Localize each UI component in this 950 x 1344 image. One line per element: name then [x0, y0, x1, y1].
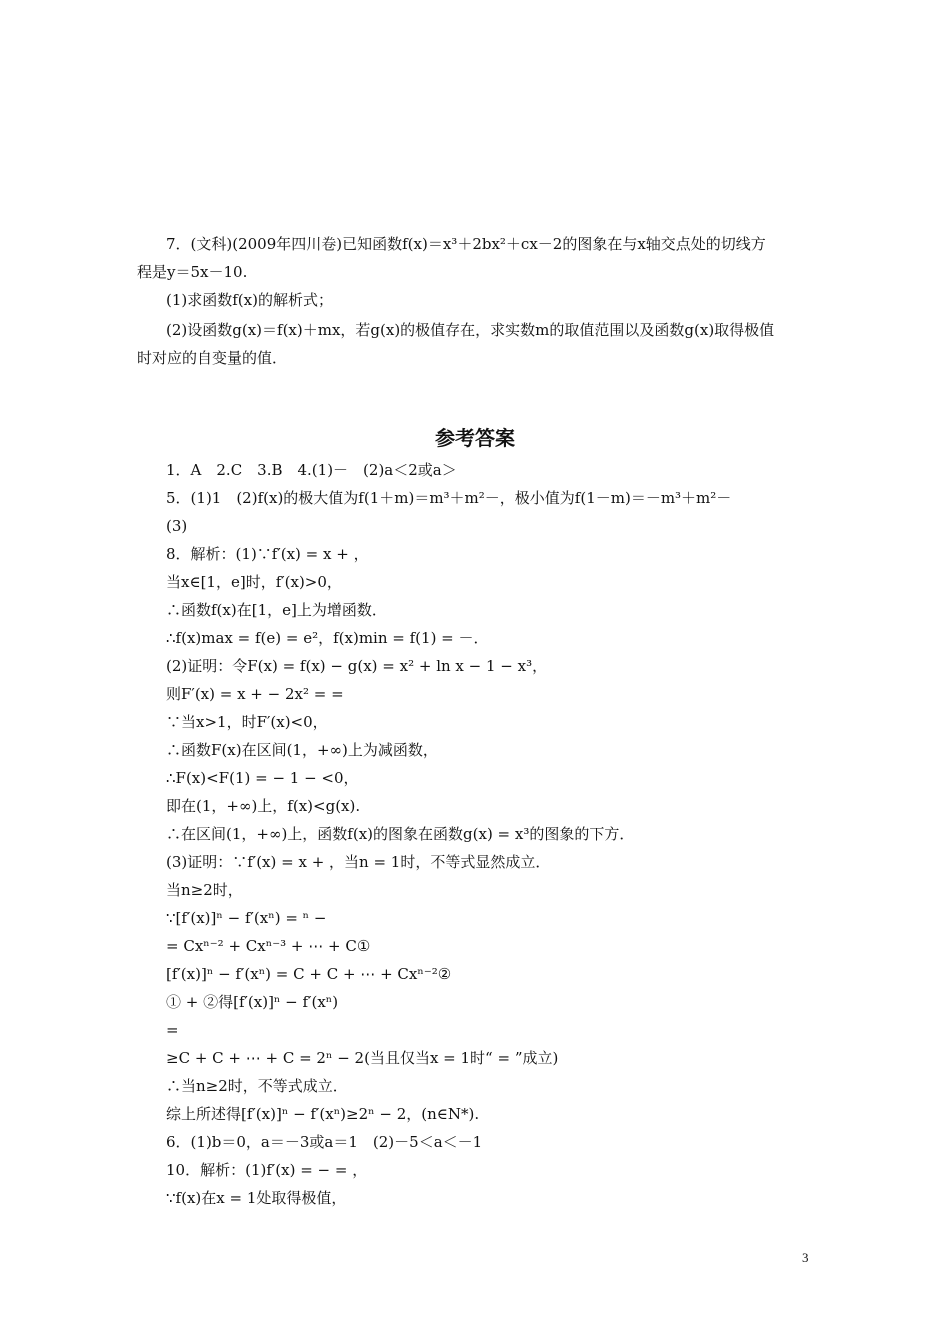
- answer-line: 1．A 2.C 3.B 4.(1)－ (2)a＜2或a＞: [166, 461, 457, 479]
- answer-line: 综上所述得[f′(x)]ⁿ − f′(xⁿ)≥2ⁿ − 2，(n∈N*).: [166, 1105, 480, 1123]
- problem-7-part-2-line-2: 时对应的自变量的值．: [137, 349, 288, 367]
- answer-line: 5．(1)1 (2)f(x)的极大值为f(1＋m)＝m³＋m²－，极小值为f(1－m)＝－m³＋m²－: [166, 489, 732, 507]
- answer-line: 6．(1)b＝0，a＝－3或a＝1 (2)－5＜a＜－1: [166, 1133, 483, 1151]
- answer-line: ∵[f′(x)]ⁿ − f′(xⁿ) = ⁿ −: [166, 909, 327, 927]
- answer-line: (2)证明：令F(x) = f(x) − g(x) = x² + ln x − 1 − x³，: [166, 657, 548, 675]
- answer-line: ∵当x>1，时F′(x)<0，: [166, 713, 328, 731]
- answer-line: (3)证明：∵f′(x) = x + ，当n = 1时，不等式显然成立．: [166, 853, 551, 871]
- problem-7-line-1: 7．(文科)(2009年四川卷)已知函数f(x)＝x³＋2bx²＋cx－2的图象在与x轴交点处的切线方: [166, 235, 766, 253]
- answer-line: ∵f(x)在x = 1处取得极值，: [166, 1189, 347, 1207]
- answer-line: ① + ②得[f′(x)]ⁿ − f′(xⁿ): [166, 993, 339, 1011]
- answer-line: ≥C + C + ⋯ + C = 2ⁿ − 2(当且仅当x = 1时“ = ”成立): [166, 1049, 559, 1067]
- answers-title: 参考答案: [435, 426, 515, 450]
- answer-line: =: [166, 1021, 179, 1039]
- answer-line: 当x∈[1，e]时，f′(x)>0，: [166, 573, 342, 591]
- answer-line: 当n≥2时，: [166, 881, 243, 899]
- answer-line: 10．解析：(1)f′(x) = − = ，: [166, 1161, 368, 1179]
- problem-7-line-2: 程是y＝5x－10.: [137, 263, 248, 281]
- answer-line: ∴函数F(x)在区间(1，+∞)上为减函数，: [166, 741, 438, 759]
- problem-7-part-1: (1)求函数f(x)的解析式；: [166, 291, 333, 309]
- answer-line: 则F′(x) = x + − 2x² = =: [166, 685, 344, 703]
- answer-line: 即在(1，+∞)上，f(x)<g(x).: [166, 797, 361, 815]
- page-number: 3: [802, 1250, 809, 1265]
- answer-line: ∴函数f(x)在[1，e]上为增函数．: [166, 601, 387, 619]
- answer-line: = Cxⁿ⁻² + Cxⁿ⁻³ + ⋯ + C①: [166, 937, 371, 955]
- answer-line: ∴在区间(1，+∞)上，函数f(x)的图象在函数g(x) = x³的图象的下方．: [166, 825, 635, 843]
- answer-line: ∴当n≥2时，不等式成立．: [166, 1077, 348, 1095]
- answer-line: [f′(x)]ⁿ − f′(xⁿ) = C + C + ⋯ + Cxⁿ⁻²②: [166, 965, 452, 983]
- problem-7-part-2-line-1: (2)设函数g(x)＝f(x)＋mx，若g(x)的极值存在，求实数m的取值范围以及函数g(x)取得极值: [166, 321, 775, 339]
- answer-line: 8．解析：(1)∵f′(x) = x + ，: [166, 545, 369, 563]
- answer-line: (3): [166, 517, 188, 535]
- answer-line: ∴f(x)max = f(e) = e²，f(x)min = f(1) = －．: [166, 629, 489, 647]
- answer-line: ∴F(x)<F(1) = − 1 − <0，: [166, 769, 359, 787]
